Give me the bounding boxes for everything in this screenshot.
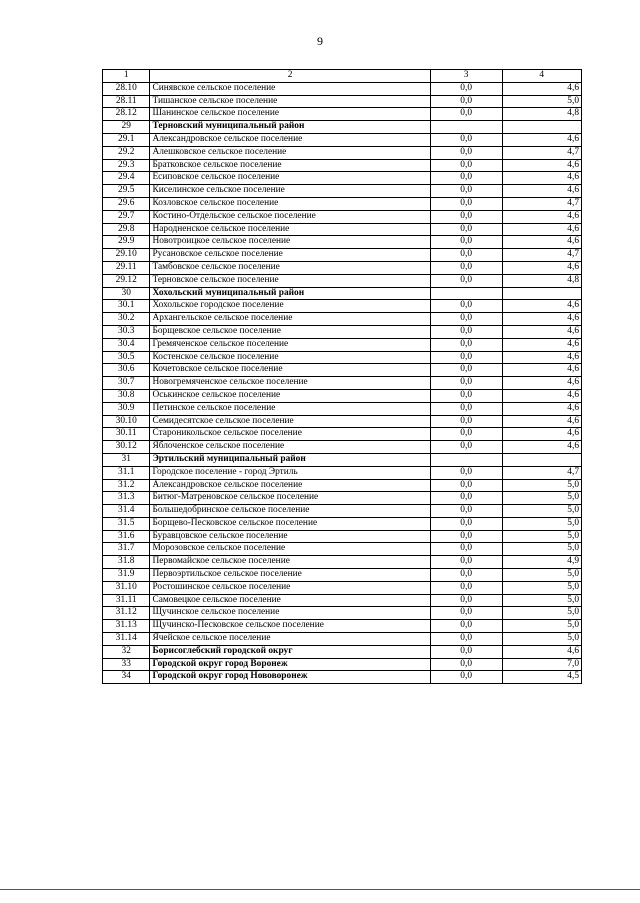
- table-row: [103, 133, 582, 146]
- table-row: [103, 543, 582, 556]
- row-name-cell: Гремяченское сельское поселение: [150, 338, 430, 351]
- row-name-cell: Городской округ город Нововоронеж: [150, 671, 430, 684]
- row-col3-cell: 0,0: [430, 159, 502, 172]
- table-row: [103, 172, 582, 185]
- table-row: [103, 377, 582, 390]
- row-number-cell: 30.10: [103, 415, 150, 428]
- table-row: [103, 261, 582, 274]
- table-row: [103, 159, 582, 172]
- row-col3-cell: 0,0: [430, 594, 502, 607]
- row-name-cell: Кочетовское сельское поселение: [150, 364, 430, 377]
- row-name-cell: Костенское сельское поселение: [150, 351, 430, 364]
- row-number-cell: 30.4: [103, 338, 150, 351]
- row-col3-cell: 0,0: [430, 133, 502, 146]
- row-col3-cell: 0,0: [430, 517, 502, 530]
- row-col3-cell: 0,0: [430, 492, 502, 505]
- row-col3-cell: 0,0: [430, 249, 502, 262]
- row-number-cell: 31.8: [103, 556, 150, 569]
- row-number-cell: 33: [103, 658, 150, 671]
- table-row: [103, 466, 582, 479]
- row-name-cell: Тамбовское сельское поселение: [150, 261, 430, 274]
- row-number-cell: 31.9: [103, 569, 150, 582]
- table-row: [103, 492, 582, 505]
- table-header-row: [103, 70, 582, 83]
- header-col-4: 4: [502, 70, 581, 83]
- row-number-cell: 31.6: [103, 530, 150, 543]
- table-row: [103, 287, 582, 300]
- row-number-cell: 28.11: [103, 95, 150, 108]
- row-col4-cell: 4,6: [502, 402, 581, 415]
- row-name-cell: Новогремяченское сельское поселение: [150, 377, 430, 390]
- table-row: [103, 453, 582, 466]
- row-name-cell: Народненское сельское поселение: [150, 223, 430, 236]
- row-name-cell: Борщево-Песковское сельское поселение: [150, 517, 430, 530]
- row-col3-cell: 0,0: [430, 108, 502, 121]
- row-col4-cell: 4,5: [502, 671, 581, 684]
- row-name-cell: Киселинское сельское поселение: [150, 185, 430, 198]
- row-number-cell: 30: [103, 287, 150, 300]
- row-col3-cell: 0,0: [430, 530, 502, 543]
- row-number-cell: 31.5: [103, 517, 150, 530]
- row-col4-cell: 5,0: [502, 581, 581, 594]
- row-number-cell: 29.10: [103, 249, 150, 262]
- row-col4-cell: 4,7: [502, 146, 581, 159]
- table-row: [103, 389, 582, 402]
- row-col4-cell: 4,7: [502, 249, 581, 262]
- row-col4-cell: 5,0: [502, 569, 581, 582]
- table-row: [103, 313, 582, 326]
- row-number-cell: 30.11: [103, 428, 150, 441]
- row-col4-cell: 4,6: [502, 300, 581, 313]
- row-col4-cell: 7,0: [502, 658, 581, 671]
- row-col4-cell: 5,0: [502, 594, 581, 607]
- row-col3-cell: 0,0: [430, 633, 502, 646]
- row-col4-cell: 4,6: [502, 133, 581, 146]
- row-name-cell: Шанинское сельское поселение: [150, 108, 430, 121]
- table-row: [103, 607, 582, 620]
- row-col4-cell: 4,6: [502, 236, 581, 249]
- row-col3-cell: 0,0: [430, 300, 502, 313]
- row-col3-cell: 0,0: [430, 210, 502, 223]
- row-col3-cell: 0,0: [430, 415, 502, 428]
- row-col4-cell: 5,0: [502, 620, 581, 633]
- row-col3-cell: 0,0: [430, 389, 502, 402]
- row-name-cell: Борисоглебский городской округ: [150, 645, 430, 658]
- row-number-cell: 29.7: [103, 210, 150, 223]
- row-col4-cell: [502, 287, 581, 300]
- row-col3-cell: 0,0: [430, 505, 502, 518]
- table-row: [103, 325, 582, 338]
- row-number-cell: 29.1: [103, 133, 150, 146]
- row-col4-cell: 4,6: [502, 351, 581, 364]
- header-col-1: 1: [103, 70, 150, 83]
- row-number-cell: 29.3: [103, 159, 150, 172]
- table-row: [103, 146, 582, 159]
- row-number-cell: 31.3: [103, 492, 150, 505]
- row-col4-cell: 5,0: [502, 607, 581, 620]
- row-col3-cell: 0,0: [430, 185, 502, 198]
- row-col3-cell: 0,0: [430, 402, 502, 415]
- table-row: [103, 82, 582, 95]
- row-col4-cell: 4,6: [502, 223, 581, 236]
- row-name-cell: Русановское сельское поселение: [150, 249, 430, 262]
- row-name-cell: Хохольский муниципальный район: [150, 287, 430, 300]
- table-row: [103, 658, 582, 671]
- row-number-cell: 32: [103, 645, 150, 658]
- table-row: [103, 249, 582, 262]
- row-col4-cell: 5,0: [502, 505, 581, 518]
- row-number-cell: 30.12: [103, 441, 150, 454]
- row-number-cell: 31.7: [103, 543, 150, 556]
- row-col3-cell: 0,0: [430, 325, 502, 338]
- row-col4-cell: 5,0: [502, 517, 581, 530]
- row-col3-cell: 0,0: [430, 223, 502, 236]
- row-number-cell: 29.11: [103, 261, 150, 274]
- row-col3-cell: 0,0: [430, 95, 502, 108]
- row-col3-cell: 0,0: [430, 671, 502, 684]
- row-name-cell: Костино-Отдельское сельское поселение: [150, 210, 430, 223]
- table-row: [103, 556, 582, 569]
- bottom-divider: [0, 889, 640, 890]
- table-row: [103, 274, 582, 287]
- row-number-cell: 31.13: [103, 620, 150, 633]
- table-row: [103, 121, 582, 134]
- row-name-cell: Братковское сельское поселение: [150, 159, 430, 172]
- row-name-cell: Терновское сельское поселение: [150, 274, 430, 287]
- table-row: [103, 671, 582, 684]
- row-col4-cell: 4,6: [502, 172, 581, 185]
- row-col3-cell: 0,0: [430, 428, 502, 441]
- row-name-cell: Семидесятское сельское поселение: [150, 415, 430, 428]
- row-name-cell: Терновский муниципальный район: [150, 121, 430, 134]
- row-number-cell: 31.11: [103, 594, 150, 607]
- row-col4-cell: 5,0: [502, 95, 581, 108]
- table-row: [103, 338, 582, 351]
- row-col3-cell: 0,0: [430, 543, 502, 556]
- row-col4-cell: 4,7: [502, 197, 581, 210]
- row-col4-cell: 4,6: [502, 313, 581, 326]
- row-col4-cell: 5,0: [502, 479, 581, 492]
- table-row: [103, 645, 582, 658]
- row-number-cell: 29.6: [103, 197, 150, 210]
- row-col4-cell: 4,6: [502, 428, 581, 441]
- row-number-cell: 29.9: [103, 236, 150, 249]
- row-col3-cell: 0,0: [430, 658, 502, 671]
- row-name-cell: Эртильский муниципальный район: [150, 453, 430, 466]
- row-col3-cell: 0,0: [430, 607, 502, 620]
- row-col3-cell: 0,0: [430, 569, 502, 582]
- row-number-cell: 30.2: [103, 313, 150, 326]
- row-name-cell: Архангельское сельское поселение: [150, 313, 430, 326]
- row-col4-cell: 4,7: [502, 466, 581, 479]
- row-col3-cell: 0,0: [430, 146, 502, 159]
- row-name-cell: Битюг-Матреновское сельское поселение: [150, 492, 430, 505]
- row-name-cell: Городское поселение - город Эртиль: [150, 466, 430, 479]
- row-number-cell: 28.10: [103, 82, 150, 95]
- row-number-cell: 31.14: [103, 633, 150, 646]
- row-col4-cell: 4,6: [502, 415, 581, 428]
- row-col3-cell: 0,0: [430, 441, 502, 454]
- row-name-cell: Первомайское сельское поселение: [150, 556, 430, 569]
- row-col3-cell: 0,0: [430, 377, 502, 390]
- row-number-cell: 31.12: [103, 607, 150, 620]
- row-col3-cell: 0,0: [430, 197, 502, 210]
- row-col4-cell: 4,6: [502, 261, 581, 274]
- row-name-cell: Новотроицкое сельское поселение: [150, 236, 430, 249]
- row-col4-cell: 4,8: [502, 274, 581, 287]
- row-col3-cell: 0,0: [430, 556, 502, 569]
- row-col4-cell: 4,6: [502, 389, 581, 402]
- row-number-cell: 31.2: [103, 479, 150, 492]
- row-col3-cell: 0,0: [430, 466, 502, 479]
- table-row: [103, 236, 582, 249]
- table-body: [103, 70, 582, 684]
- row-col4-cell: 5,0: [502, 492, 581, 505]
- row-number-cell: 30.8: [103, 389, 150, 402]
- table-row: [103, 581, 582, 594]
- data-table: [102, 69, 582, 684]
- table-row: [103, 415, 582, 428]
- header-col-2: 2: [150, 70, 430, 83]
- table-row: [103, 402, 582, 415]
- row-number-cell: 28.12: [103, 108, 150, 121]
- row-col3-cell: 0,0: [430, 581, 502, 594]
- row-col3-cell: 0,0: [430, 645, 502, 658]
- row-col3-cell: 0,0: [430, 313, 502, 326]
- row-col3-cell: 0,0: [430, 172, 502, 185]
- row-col3-cell: 0,0: [430, 620, 502, 633]
- row-number-cell: 34: [103, 671, 150, 684]
- row-number-cell: 29.2: [103, 146, 150, 159]
- row-number-cell: 31: [103, 453, 150, 466]
- row-number-cell: 30.7: [103, 377, 150, 390]
- row-name-cell: Староникольское сельское поселение: [150, 428, 430, 441]
- header-col-3: 3: [430, 70, 502, 83]
- table-row: [103, 351, 582, 364]
- table-row: [103, 517, 582, 530]
- table-row: [103, 185, 582, 198]
- row-number-cell: 31.4: [103, 505, 150, 518]
- row-name-cell: Буравцовское сельское поселение: [150, 530, 430, 543]
- row-number-cell: 29.4: [103, 172, 150, 185]
- row-col3-cell: 0,0: [430, 274, 502, 287]
- table-row: [103, 633, 582, 646]
- row-name-cell: Синявское сельское поселение: [150, 82, 430, 95]
- row-col4-cell: 4,6: [502, 377, 581, 390]
- row-col3-cell: [430, 287, 502, 300]
- row-name-cell: Городской округ город Воронеж: [150, 658, 430, 671]
- table-row: [103, 505, 582, 518]
- row-number-cell: 29.5: [103, 185, 150, 198]
- row-name-cell: Борщевское сельское поселение: [150, 325, 430, 338]
- row-name-cell: Щучинско-Песковское сельское поселение: [150, 620, 430, 633]
- row-col4-cell: 5,0: [502, 543, 581, 556]
- row-col3-cell: 0,0: [430, 236, 502, 249]
- row-name-cell: Тишанское сельское поселение: [150, 95, 430, 108]
- row-col3-cell: [430, 121, 502, 134]
- page-number: 9: [317, 34, 323, 48]
- row-col4-cell: 4,6: [502, 159, 581, 172]
- row-name-cell: Ростошинское сельское поселение: [150, 581, 430, 594]
- row-col4-cell: [502, 453, 581, 466]
- row-name-cell: Хохольское городское поселение: [150, 300, 430, 313]
- table-row: [103, 428, 582, 441]
- row-name-cell: Есиповское сельское поселение: [150, 172, 430, 185]
- row-name-cell: Петинское сельское поселение: [150, 402, 430, 415]
- row-col4-cell: [502, 121, 581, 134]
- row-name-cell: Большедобринское сельское поселение: [150, 505, 430, 518]
- table-row: [103, 479, 582, 492]
- row-col4-cell: 4,9: [502, 556, 581, 569]
- row-col3-cell: 0,0: [430, 261, 502, 274]
- row-name-cell: Морозовское сельское поселение: [150, 543, 430, 556]
- row-name-cell: Козловское сельское поселение: [150, 197, 430, 210]
- row-col3-cell: 0,0: [430, 338, 502, 351]
- table-row: [103, 108, 582, 121]
- row-number-cell: 30.1: [103, 300, 150, 313]
- table-row: [103, 210, 582, 223]
- table-row: [103, 441, 582, 454]
- row-col4-cell: 4,6: [502, 364, 581, 377]
- row-number-cell: 29: [103, 121, 150, 134]
- row-col3-cell: 0,0: [430, 82, 502, 95]
- row-col3-cell: 0,0: [430, 364, 502, 377]
- table-row: [103, 594, 582, 607]
- row-col4-cell: 5,0: [502, 633, 581, 646]
- row-number-cell: 30.3: [103, 325, 150, 338]
- table-row: [103, 530, 582, 543]
- table-row: [103, 569, 582, 582]
- row-col4-cell: 4,6: [502, 185, 581, 198]
- row-name-cell: Яблоченское сельское поселение: [150, 441, 430, 454]
- row-col4-cell: 4,8: [502, 108, 581, 121]
- row-number-cell: 29.12: [103, 274, 150, 287]
- table-row: [103, 223, 582, 236]
- row-number-cell: 31.10: [103, 581, 150, 594]
- row-col4-cell: 5,0: [502, 530, 581, 543]
- row-col3-cell: [430, 453, 502, 466]
- row-name-cell: Александровское сельское поселение: [150, 133, 430, 146]
- row-name-cell: Самовецкое сельское поселение: [150, 594, 430, 607]
- row-number-cell: 31.1: [103, 466, 150, 479]
- row-name-cell: Щучинское сельское поселение: [150, 607, 430, 620]
- row-col3-cell: 0,0: [430, 351, 502, 364]
- row-col4-cell: 4,6: [502, 441, 581, 454]
- row-number-cell: 30.5: [103, 351, 150, 364]
- row-name-cell: Алешковское сельское поселение: [150, 146, 430, 159]
- table-row: [103, 300, 582, 313]
- row-number-cell: 29.8: [103, 223, 150, 236]
- row-col3-cell: 0,0: [430, 479, 502, 492]
- row-number-cell: 30.9: [103, 402, 150, 415]
- row-col4-cell: 4,6: [502, 82, 581, 95]
- row-col4-cell: 4,6: [502, 325, 581, 338]
- table-row: [103, 197, 582, 210]
- row-col4-cell: 4,6: [502, 338, 581, 351]
- table-row: [103, 620, 582, 633]
- row-name-cell: Александровское сельское поселение: [150, 479, 430, 492]
- row-col4-cell: 4,6: [502, 645, 581, 658]
- table-row: [103, 95, 582, 108]
- row-name-cell: Первоэртильское сельское поселение: [150, 569, 430, 582]
- row-number-cell: 30.6: [103, 364, 150, 377]
- row-name-cell: Ячейское сельское поселение: [150, 633, 430, 646]
- row-name-cell: Оськинское сельское поселение: [150, 389, 430, 402]
- table-row: [103, 364, 582, 377]
- row-col4-cell: 4,6: [502, 210, 581, 223]
